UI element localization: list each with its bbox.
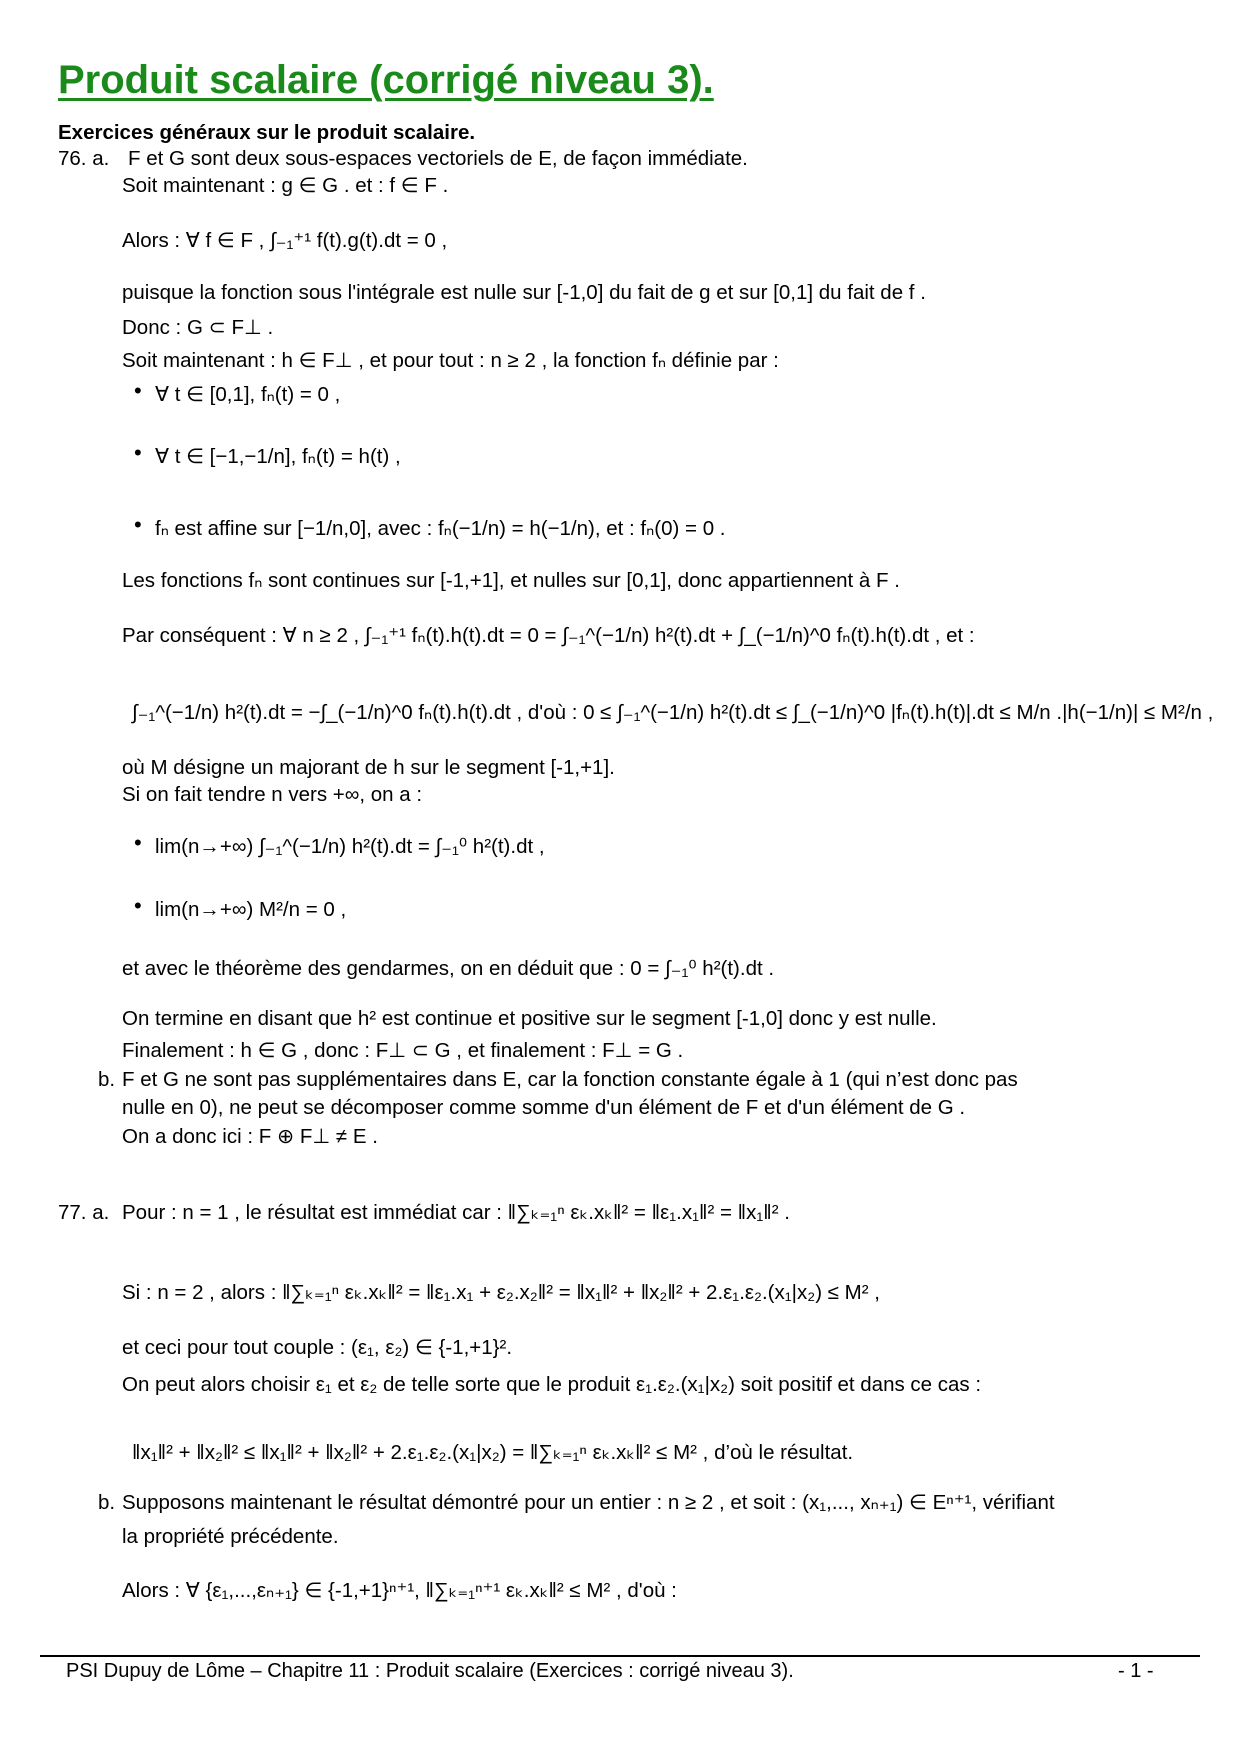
ex77-number: 77. a. [58, 1201, 110, 1224]
ex76-line-17: On a donc ici : F ⊕ F⊥ ≠ E . [122, 1125, 378, 1148]
ex77-line-2: Si : n = 2 , alors : ‖∑ₖ₌₁ⁿ εₖ.xₖ‖² = ‖ε₁.x₁ + ε₂.x₂‖² = ‖x₁‖² + ‖x₂‖² + 2.ε₁.ε₂.(x₁|x₂) ≤ M² , [122, 1281, 880, 1304]
footer-divider [40, 1655, 1200, 1657]
ex76-line-9: ∫₋₁^(−1/n) h²(t).dt = −∫_(−1/n)^0 fₙ(t).h(t).dt , d'où : 0 ≤ ∫₋₁^(−1/n) h²(t).dt ≤ ∫_(−1/n)^0 |fₙ(t).h(t)|.dt ≤ M/n .|h(−1/n)| ≤ M²/n , [132, 701, 1214, 724]
ex76-line-4: puisque la fonction sous l'intégrale est nulle sur [-1,0] du fait de g et sur [0,1] du fait de f . [122, 281, 926, 304]
page-title: Produit scalaire (corrigé niveau 3). [58, 58, 714, 102]
ex77-line-4: On peut alors choisir ε₁ et ε₂ de telle sorte que le produit ε₁.ε₂.(x₁|x₂) soit positif et dans ce cas : [122, 1373, 982, 1396]
ex76-line-12: et avec le théorème des gendarmes, on en déduit que : 0 = ∫₋₁⁰ h²(t).dt . [122, 957, 775, 980]
ex77-line-5: ‖x₁‖² + ‖x₂‖² ≤ ‖x₁‖² + ‖x₂‖² + 2.ε₁.ε₂.(x₁|x₂) = ‖∑ₖ₌₁ⁿ εₖ.xₖ‖² ≤ M² , d’où le résultat. [132, 1441, 854, 1464]
ex76-line-6: Soit maintenant : h ∈ F⊥ , et pour tout : n ≥ 2 , la fonction fₙ définie par : [122, 349, 779, 372]
ex76-bullet-3: fₙ est affine sur [−1/n,0], avec : fₙ(−1/n) = h(−1/n), et : fₙ(0) = 0 . [155, 517, 726, 540]
bullet-icon: • [134, 378, 142, 403]
ex76-number: 76. a. [58, 147, 110, 170]
ex77-line-8: Alors : ∀ {ε₁,...,εₙ₊₁} ∈ {-1,+1}ⁿ⁺¹, ‖∑ₖ₌₁ⁿ⁺¹ εₖ.xₖ‖² ≤ M² , d'où : [122, 1579, 677, 1602]
ex77-line-6: Supposons maintenant le résultat démontré pour un entier : n ≥ 2 , et soit : (x₁,..., xₙ₊₁) ∈ Eⁿ⁺¹, vérifiant [122, 1491, 1055, 1514]
ex77-line-1: Pour : n = 1 , le résultat est immédiat car : ‖∑ₖ₌₁ⁿ εₖ.xₖ‖² = ‖ε₁.x₁‖² = ‖x₁‖² . [122, 1201, 790, 1224]
ex76-b-number: b. [98, 1068, 116, 1091]
bullet-icon: • [134, 893, 142, 918]
ex77-b-number: b. [98, 1491, 116, 1514]
ex77-line-7: la propriété précédente. [122, 1525, 339, 1548]
ex76-line-14: Finalement : h ∈ G , donc : F⊥ ⊂ G , et finalement : F⊥ = G . [122, 1039, 684, 1062]
ex76-line-15: F et G ne sont pas supplémentaires dans E, car la fonction constante égale à 1 (qui n’est donc pas [122, 1068, 1018, 1091]
bullet-icon: • [134, 440, 142, 465]
ex76-line-3: Alors : ∀ f ∈ F , ∫₋₁⁺¹ f(t).g(t).dt = 0 , [122, 229, 448, 252]
ex76-bullet-2: ∀ t ∈ [−1,−1/n], fₙ(t) = h(t) , [155, 445, 401, 468]
ex76-bullet-1: ∀ t ∈ [0,1], fₙ(t) = 0 , [155, 383, 341, 406]
ex76-line-5: Donc : G ⊂ F⊥ . [122, 316, 274, 339]
ex76-line-2: Soit maintenant : g ∈ G . et : f ∈ F . [122, 174, 449, 197]
ex76-line-16: nulle en 0), ne peut se décomposer comme somme d'un élément de F et d'un élément de G . [122, 1096, 966, 1119]
page-number: - 1 - [1118, 1660, 1154, 1682]
ex76-line-13: On termine en disant que h² est continue et positive sur le segment [-1,0] donc y est nulle. [122, 1007, 937, 1030]
ex76-line-7: Les fonctions fₙ sont continues sur [-1,+1], et nulles sur [0,1], donc appartiennent à F . [122, 569, 900, 592]
footer-text: PSI Dupuy de Lôme – Chapitre 11 : Produit scalaire (Exercices : corrigé niveau 3). [66, 1660, 794, 1682]
ex76-line-10: où M désigne un majorant de h sur le segment [-1,+1]. [122, 756, 615, 779]
ex76-bullet-4: lim(n→+∞) ∫₋₁^(−1/n) h²(t).dt = ∫₋₁⁰ h²(t).dt , [155, 835, 545, 858]
ex77-line-3: et ceci pour tout couple : (ε₁, ε₂) ∈ {-1,+1}². [122, 1336, 513, 1359]
bullet-icon: • [134, 512, 142, 537]
bullet-icon: • [134, 830, 142, 855]
ex76-line-1: F et G sont deux sous-espaces vectoriels de E, de façon immédiate. [128, 147, 748, 170]
ex76-line-11: Si on fait tendre n vers +∞, on a : [122, 783, 423, 806]
ex76-bullet-5: lim(n→+∞) M²/n = 0 , [155, 898, 347, 921]
section-heading: Exercices généraux sur le produit scalaire. [58, 121, 476, 144]
ex76-line-8: Par conséquent : ∀ n ≥ 2 , ∫₋₁⁺¹ fₙ(t).h(t).dt = 0 = ∫₋₁^(−1/n) h²(t).dt + ∫_(−1/n)^0 fₙ(t).h(t).dt , et : [122, 624, 975, 647]
